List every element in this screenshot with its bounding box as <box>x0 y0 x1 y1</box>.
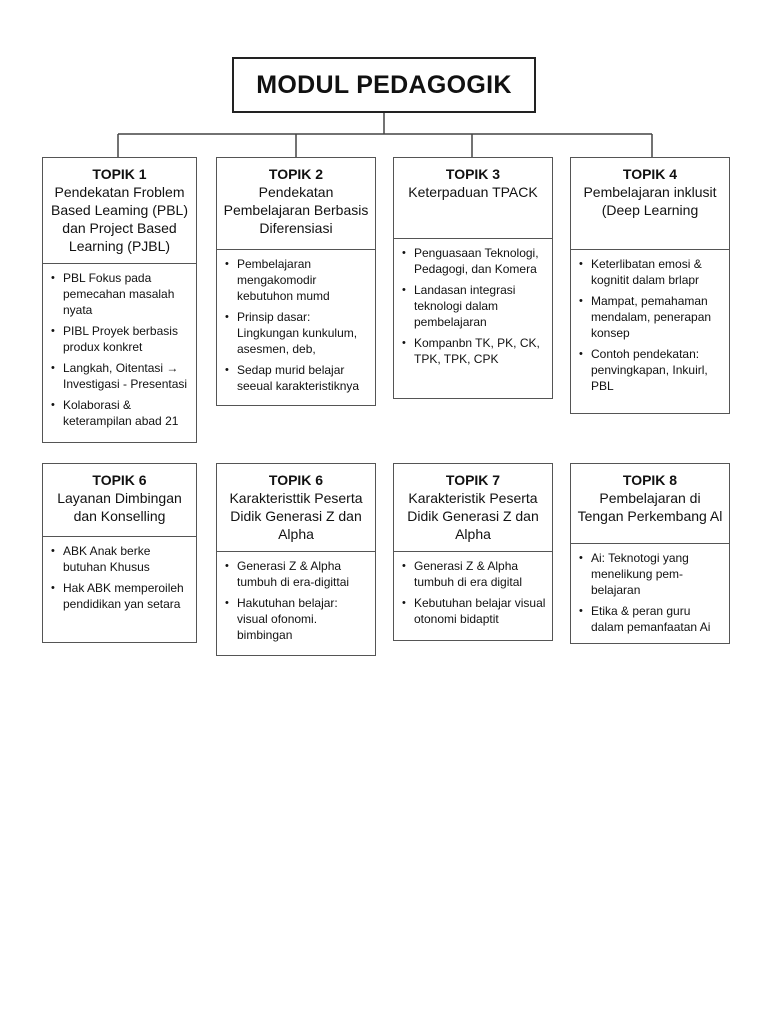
bullet-item: • Kebutuhan belajar visual otonomi bidaptit <box>402 595 546 627</box>
topic-header <box>43 158 196 264</box>
bullet-item: • Etika & peran guru dalam pemanfaatan Ai <box>579 603 723 635</box>
topic-title: Karakteristik Peserta Didik Generasi Z dan Alpha <box>407 490 539 542</box>
topic-card-8 <box>570 463 730 644</box>
bullet-item: • PIBL Proyek berbasis produx konkret <box>51 323 190 355</box>
bullet-item: • Generasi Z & Alpha tumbuh di era digital <box>402 558 546 590</box>
topic-header <box>394 464 552 552</box>
topic-bullets <box>43 537 196 618</box>
topic-card-6 <box>216 463 376 656</box>
topic-card-3 <box>393 157 553 399</box>
bullet-item: • Sedap murid belajar seeual karakteristiknya <box>225 362 369 394</box>
topic-header <box>571 158 729 250</box>
topic-number: TOPIK 3 <box>445 166 501 182</box>
topic-title: Keterpaduan TPACK <box>408 184 538 200</box>
topic-card-5 <box>42 463 197 643</box>
bullet-item: • Generasi Z & Alpha tumbuh di era-digittai <box>225 558 369 590</box>
topic-header <box>217 158 375 250</box>
bullet-item: • Contoh pendekatan: penvingkapan, Inkuirl, PBL <box>579 346 723 394</box>
topic-number: TOPIK 6 <box>92 472 147 488</box>
topic-header <box>394 158 552 239</box>
topic-title: Pembelajaran di Tengan Perkembang Al <box>577 490 723 524</box>
bullet-item: • Ai: Teknotogi yang menelikung pem-belajaran <box>579 550 723 598</box>
bullet-item: • Kompanbn TK, PK, CK, TPK, TPK, CPK <box>402 335 546 367</box>
diagram-title: MODUL PEDAGOGIK <box>232 57 536 113</box>
topic-number: TOPIK 7 <box>445 472 501 488</box>
topic-title: Pendekatan Pembelajaran Berbasis Diferensiasi <box>223 184 369 236</box>
bullet-item: • Kolaborasi & keterampilan abad 21 <box>51 397 190 429</box>
topic-card-2 <box>216 157 376 406</box>
bullet-item: • Pembelajaran mengakomodir kebutuhon mumd <box>225 256 369 304</box>
topic-bullets <box>394 552 552 633</box>
topic-number: TOPIK 4 <box>622 166 678 182</box>
topic-number: TOPIK 1 <box>92 166 147 182</box>
bullet-item: • Prinsip dasar: Lingkungan kunkulum, asesmen, deb, <box>225 309 369 357</box>
topic-card-7 <box>393 463 553 641</box>
bullet-item: • Hak ABK memperoileh pendidikan yan setara <box>51 580 190 612</box>
topic-bullets <box>394 239 552 373</box>
bullet-item: • Keterlibatan emosi & kognitit dalam brlapr <box>579 256 723 288</box>
topic-header <box>217 464 375 552</box>
bullet-item: • ABK Anak berke butuhan Khusus <box>51 543 190 575</box>
bullet-item: • Landasan integrasi teknologi dalam pembelajaran <box>402 282 546 330</box>
topic-title: Pendekatan Froblem Based Leaming (PBL) dan Project Based Learning (PJBL) <box>51 184 188 254</box>
bullet-item: • Hakutuhan belajar: visual ofonomi. bimbingan <box>225 595 369 643</box>
topic-number: TOPIK 2 <box>268 166 324 182</box>
topic-number: TOPIK 6 <box>268 472 324 488</box>
topic-title: Layanan Dimbingan dan Konselling <box>57 490 182 524</box>
bullet-item: • Mampat, pemahaman mendalam, penerapan konsep <box>579 293 723 341</box>
bullet-item: • Langkah, Oitentasi → Investigasi - Presentasi <box>51 360 190 392</box>
bullet-item: • PBL Fokus pada pemecahan masalah nyata <box>51 270 190 318</box>
topic-bullets <box>571 544 729 641</box>
topic-number: TOPIK 8 <box>622 472 678 488</box>
topic-title: Pembelajaran inklusit (Deep Learning <box>583 184 717 218</box>
topic-title: Karakteristtik Peserta Didik Generasi Z dan Alpha <box>229 490 363 542</box>
topic-card-1 <box>42 157 197 443</box>
topic-header <box>571 464 729 544</box>
topic-header <box>43 464 196 537</box>
topic-card-4 <box>570 157 730 414</box>
topic-bullets <box>217 250 375 400</box>
topic-bullets <box>217 552 375 649</box>
topic-bullets <box>571 250 729 400</box>
bullet-item: • Penguasaan Teknologi, Pedagogi, dan Komera <box>402 245 546 277</box>
topic-bullets <box>43 264 196 435</box>
